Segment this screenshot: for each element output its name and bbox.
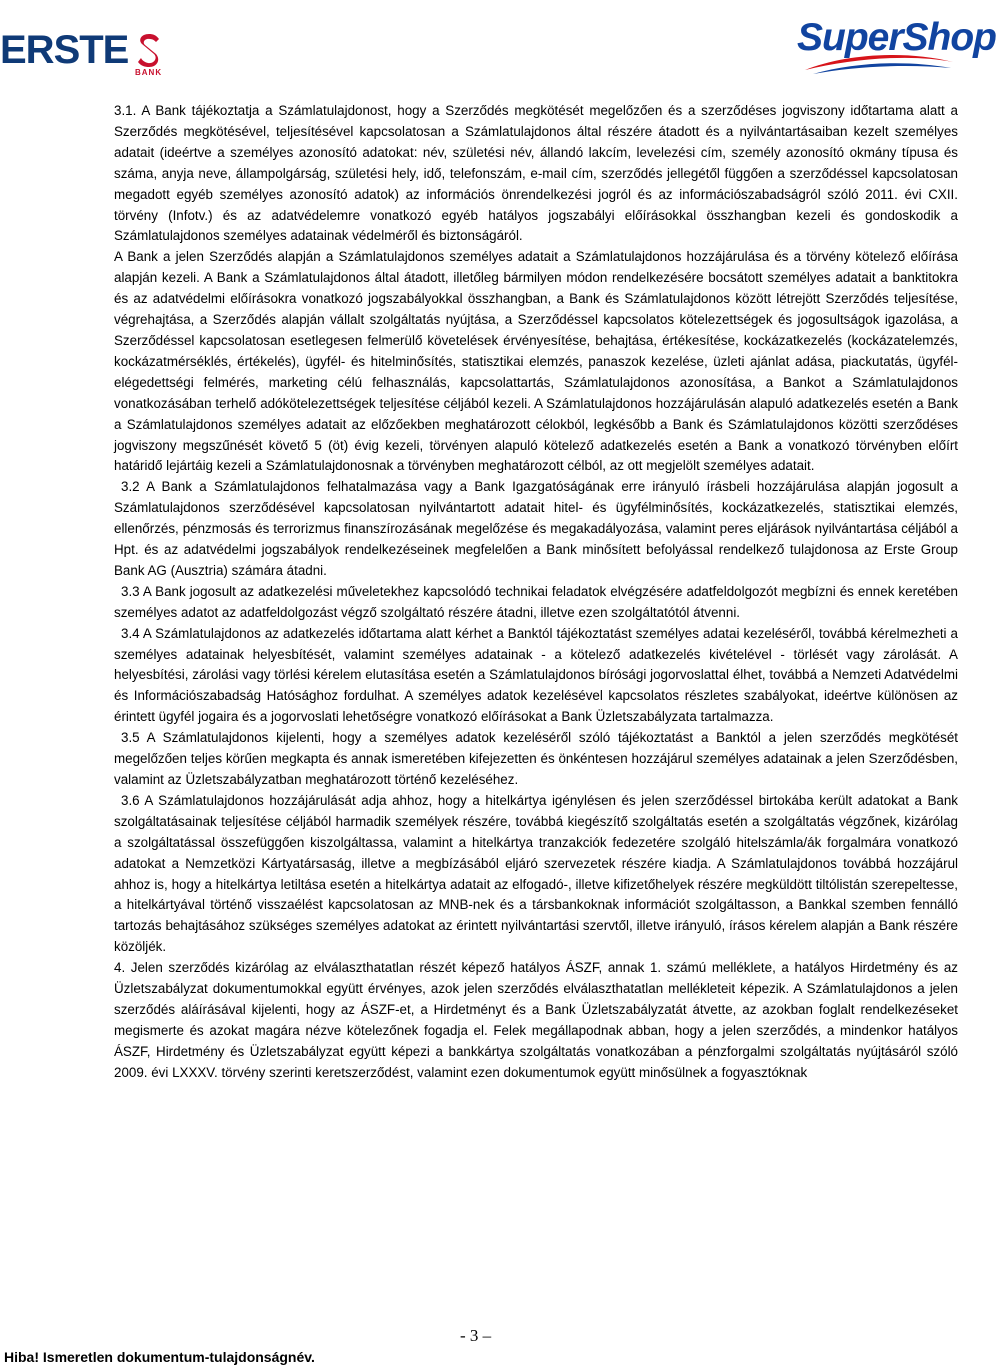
paragraph-3-2: 3.2 A Bank a Számlatulajdonos felhatalmazása vagy a Bank Igazgatóságának erre irányuló írásbeli hozzájárulása alapján jogosult a Számlatulajdonos szerződésével kapcsolatosan nyilvántartott adatait hitel- és ügyfélminősítés, kockázatkezelés, statisztikai elemzés, ellenőrzés, pénzmosás és terrorizmus finanszírozásának megelőzése és megakadályozása, valamint peres eljárások nyilvántartása céljából a Hpt. és az adatvédelmi jogszabályok rendelkezéseinek megfelelően a Bank minősített befolyással rendelkező tulajdonosa az Erste Group Bank AG (Ausztria) számára átadni. bbox=[114, 479, 958, 578]
paragraph-3-1: 3.1. A Bank tájékoztatja a Számlatulajdonost, hogy a Szerződés megkötését megelőzően és a szerződéses jogviszony időtartama alatt a Szerződés megkötésével, teljesítésével kapcsolatosan a Számlatulajdonos által részére átadott és a nyilvántartásaiban kezelt személyes adatait (ideértve a személyes azonosító adatokat: név, születési név, állandó lakcím, levelezési cím, személy azonosító okmány típusa és száma, anyja neve, állampolgárság, születési hely, idő, telefonszám, e-mail cím, szerződés jellegétől függően a szerződéssel kapcsolatosan megadott egyéb személyes azonosító adatok) az információs önrendelkezési jogról és az információszabadságról szóló 2011. évi CXII. törvény (Infotv.) és az adatvédelemre vonatkozó egyéb hatályos jogszabályi előírásokkal összhangban kezeli és gondoskodik a Számlatulajdonos személyes adatainak védelméről és biztonságáról. bbox=[114, 103, 958, 244]
erste-logo-wordmark: ERSTE bbox=[0, 28, 129, 72]
document-body bbox=[114, 101, 958, 1084]
supershop-logo-wordmark: SuperShop bbox=[797, 16, 996, 59]
paragraph-3-1-continued: A Bank a jelen Szerződés alapján a Számlatulajdonos személyes adatait a Számlatulajdonos hozzájárulása és a törvény kötelező előírása alapján kezeli. A Bank a Számlatulajdonos által átadott, illetőleg bármilyen módon rendelkezésére bocsátott személyes adatait a banktitokra és az adatvédelmi előírásokra vonatkozó jogszabályokkal összhangban, a Bank és Számlatulajdonos között létrejött Szerződés teljesítése, végrehajtása, a Szerződés alapján vállalt szolgáltatás nyújtása, a Szerződéssel kapcsolatos kötelezettségek és jogosultságok igazolása, a Szerződéssel kapcsolatosan esetlegesen felmerülő követelések érvényesítése, behajtása, értékesítése, kockázatkezelés (kockázatelemzés, kockázatmérséklés, értékelés), ügyfél- és hitelminősítés, statisztikai elemzés, panaszok kezelése, üzleti ajánlat adása, piackutatás, ügyfél-elégedettségi felmérés, marketing célú felhasználás, kapcsolattartás, Számlatulajdonos azonosítása, a Bankot a Számlatulajdonos vonatkozásában terhelő adókötelezettségek teljesítése céljából kezeli. A Számlatulajdonos hozzájárulásán alapuló adatkezelés esetén a Bank a Számlatulajdonos személyes adatait az előzőekben meghatározott célokból, legkésőbb a Bank és Számlatulajdonos közötti szerződéses jogviszony megszűnését követő 5 (öt) évig kezeli, törvényen alapuló kötelező adatkezelés esetén a Bank a vonatkozó törvényben előírt határidő lejártáig kezeli a Számlatulajdonosnak a törvényben meghatározott célból, az ott megjelölt személyes adatait. bbox=[114, 249, 958, 474]
paragraph-3-6: 3.6 A Számlatulajdonos hozzájárulását adja ahhoz, hogy a hitelkártya igénylésen és jelen szerződéssel birtokába került adatokat a Bank szolgáltatásainak teljesítése céljából harmadik személyek részére, továbbá kiegészítő szolgáltatás esetén a szolgáltatás végzőnek, kizárólag a szolgáltatással összefüggően kiszolgáltassa, valamint a hitelkártya tranzakciók fedezetére szolgáló hitelszámla/ák forgalmára vonatkozó adatokat a Nemzetközi Kártyatársaság, illetve a megbízásából eljáró szervezetek részére kiadja. A Számlatulajdonos továbbá hozzájárul ahhoz is, hogy a hitelkártya letiltása esetén a hitelkártya adatait az elfogadó-, illetve kifizetőhelyek részére megküldött tiltólistán szerepeltesse, a hitelkártyával történő visszaélést kapcsolatosan az MNB-nek és a társbankoknak információt szolgáltasson, a Bankkal szemben fennálló tartozás behajtásához szükséges személyes adatokat az érintett nyilvántartási szervtől, illetve irányuló, írásos kérelem alapján a Bank részére közöljék. bbox=[114, 792, 958, 955]
supershop-logo bbox=[795, 4, 996, 76]
erste-s-icon bbox=[134, 32, 164, 68]
erste-logo-sub: BANK bbox=[135, 68, 163, 77]
paragraph-3-5: 3.5 A Számlatulajdonos kijelenti, hogy a személyes adatok kezeléséről szóló tájékoztatást a Banktól a jelen szerződés megkötését megelőzően teljes körűen megkapta és annak ismeretében kifejezetten és önkéntesen hozzájárul személyes adatainak a jelen Szerződésben, valamint az Üzletszabályzatban meghatározott történő kezeléséhez. bbox=[114, 730, 958, 787]
footer-error-text: Hiba! Ismeretlen dokumentum-tulajdonságnév. bbox=[4, 1349, 315, 1365]
paragraph-4: 4. Jelen szerződés kizárólag az elválaszthatatlan részét képező hatályos ÁSZF, annak 1. számú melléklete, a hatályos Hirdetmény és az Üzletszabályzat dokumentumokkal együtt érvényes, azok jelen szerződés elválaszthatatlan mellékleteit képezik. A Számlatulajdonos a jelen szerződés aláírásával kijelenti, hogy az ÁSZF-et, a Hirdetményt és a Bank Üzletszabályzatát átvette, az azokban foglalt rendelkezéseket megismerte és azokat magára nézve kötelezőnek fogadja el. Felek megállapodnak abban, hogy a jelen szerződés, a mindenkor hatályos ÁSZF, Hirdetmény és Üzletszabályzat együtt képezi a bankkártya szolgáltatás vonatkozában a pénzforgalmi szolgáltatás nyújtásáról szóló 2009. évi LXXXV. törvény szerinti keretszerződést, valamint ezen dokumentumok együtt minősülnek a fogyasztóknak bbox=[114, 960, 958, 1080]
erste-bank-logo bbox=[0, 28, 175, 80]
paragraph-3-4: 3.4 A Számlatulajdonos az adatkezelés időtartama alatt kérhet a Banktól tájékoztatást személyes adatai kezeléséről, továbbá kérelmezheti a személyes adatainak helyesbítését, valamint személyes adatainak - a kötelező adatkezelés kivételével - törlését vagy zárolását. A helyesbítési, zárolási vagy törlési kérelem elutasítása esetén a Számlatulajdonos bírósági jogorvoslattal élhet, továbbá a Nemzeti Adatvédelmi és Információszabadság Hatósághoz fordulhat. A személyes adatok kezelésével kapcsolatos részletes szabályokat, ideértve különösen az érintett ügyfél jogaira és a jogorvoslati lehetőségre vonatkozó előírásokat a Bank Üzletszabályzata tartalmazza. bbox=[114, 625, 958, 725]
page-number: - 3 – bbox=[460, 1326, 492, 1345]
paragraph-3-3: 3.3 A Bank jogosult az adatkezelési műveletekhez kapcsolódó technikai feladatok elvégzésére adatfeldolgozót megbízni és ennek keretében személyes adatot az adatfeldolgozást végző szolgáltató részére átadni, illetve ezen szolgáltatótól átvenni. bbox=[114, 583, 958, 620]
